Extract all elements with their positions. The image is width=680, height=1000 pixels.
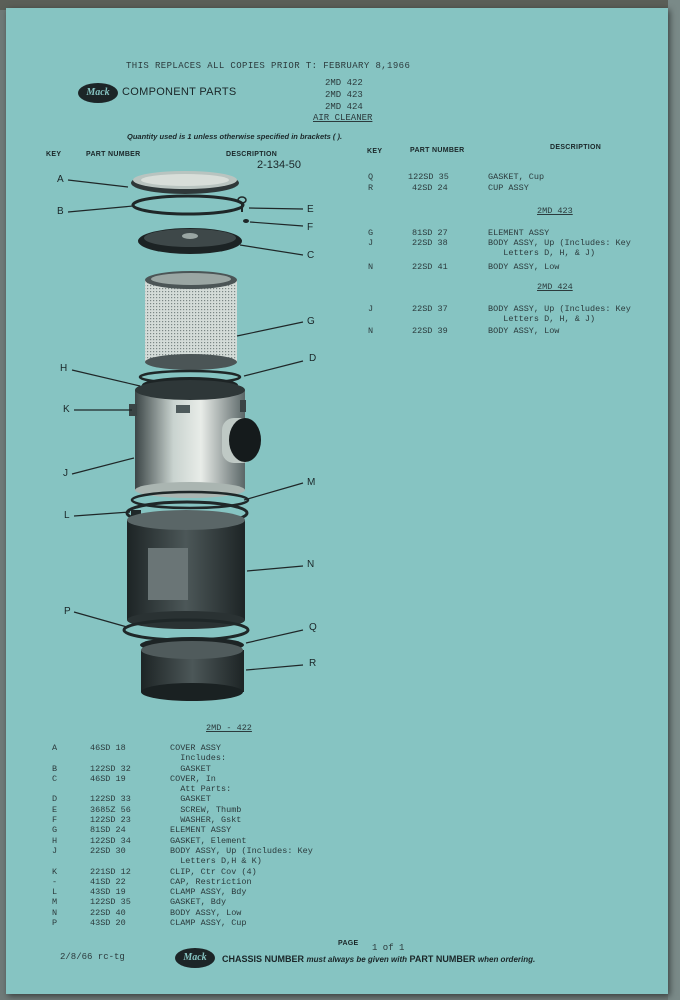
row-424-n-desc: BODY ASSY, Low	[488, 326, 560, 336]
row-key: M	[52, 897, 58, 908]
heading-2md-423: 2MD 423	[537, 206, 573, 216]
date-code: 2/8/66 rc-tg	[60, 952, 125, 962]
quantity-note: Quantity used is 1 unless otherwise specified in brackets ( ).	[127, 132, 343, 141]
cover-assy-part-a	[131, 171, 239, 194]
row-part-number: 122SD 23	[90, 815, 131, 826]
washer-part-f	[243, 219, 249, 223]
right-row-r-part: 42SD 24	[412, 183, 448, 193]
callout-h: H	[60, 363, 68, 374]
heading-2md-422: 2MD - 422	[206, 723, 252, 733]
callout-n: N	[307, 559, 315, 570]
row-key: N	[52, 907, 58, 918]
row-part-number: 43SD 20	[90, 918, 126, 929]
chassis-middle-text: must always be given with	[306, 955, 408, 964]
row-description: ELEMENT ASSY	[170, 825, 232, 836]
callout-b: B	[57, 206, 64, 217]
when-ordering-text: when ordering.	[477, 955, 536, 964]
model-423: 2MD 423	[325, 90, 363, 100]
row-description: GASKET, Element	[170, 835, 247, 846]
row-part-number: 22SD 30	[90, 845, 126, 856]
row-423-g-key: G	[368, 228, 374, 238]
row-description: SCREW, Thumb	[170, 804, 242, 815]
right-row-r-key: R	[368, 183, 374, 193]
row-description: COVER, In	[170, 773, 216, 784]
callout-d: D	[309, 353, 317, 364]
right-part-number-header: PART NUMBER	[410, 147, 465, 154]
part-number-text: PART NUMBER	[409, 954, 476, 964]
row-424-j-part: 22SD 37	[412, 304, 448, 314]
row-part-number: 122SD 32	[90, 763, 131, 774]
figure-number: 2-134-50	[257, 159, 302, 171]
left-part-number-header: PART NUMBER	[86, 151, 141, 158]
row-key: A	[52, 743, 58, 753]
row-description: CLAMP ASSY, Cup	[170, 918, 247, 929]
callout-k: K	[63, 404, 70, 415]
right-row-q-desc: GASKET, Cup	[488, 172, 545, 182]
row-description: CLIP, Ctr Cov (4)	[170, 866, 257, 877]
row-part-number: 41SD 22	[90, 876, 126, 887]
chassis-note	[222, 954, 535, 964]
row-description: CAP, Restriction	[170, 876, 252, 887]
row-part-number: 22SD 40	[90, 907, 126, 918]
right-row-q-key: Q	[368, 172, 374, 182]
model-422: 2MD 422	[325, 78, 363, 88]
row-key: F	[52, 815, 58, 826]
row-424-n-key: N	[368, 326, 374, 336]
row-423-g-desc: ELEMENT ASSY	[488, 228, 550, 238]
row-part-number: 46SD 18	[90, 743, 126, 753]
section-title: COMPONENT PARTS	[122, 86, 237, 98]
mack-logo: Mack	[78, 83, 118, 103]
callout-m: M	[307, 477, 316, 488]
row-key: H	[52, 835, 58, 846]
right-description-header: DESCRIPTION	[550, 144, 602, 151]
chassis-number-text: CHASSIS NUMBER	[222, 954, 305, 964]
row-description: GASKET	[170, 794, 211, 805]
row-423-j-key: J	[368, 238, 374, 248]
row-423-j-part: 22SD 38	[412, 238, 448, 248]
row-description: BODY ASSY, Low	[170, 907, 242, 918]
row-423-j-desc: BODY ASSY, Up (Includes: Key Letters D, H, & J)	[488, 238, 631, 259]
row-424-j-key: J	[368, 304, 374, 314]
callout-p: P	[64, 606, 71, 617]
element-assy-part-g	[145, 271, 237, 370]
row-key: G	[52, 825, 58, 836]
row-part-number: 122SD 33	[90, 794, 131, 805]
row-key: E	[52, 804, 58, 815]
cup-assy-part-r	[141, 641, 244, 701]
row-key: P	[52, 918, 58, 929]
callout-l: L	[64, 510, 70, 521]
row-description: WASHER, Gskt	[170, 815, 242, 826]
row-key: K	[52, 866, 58, 877]
callout-e: E	[307, 204, 314, 215]
right-row-r-desc: CUP ASSY	[488, 183, 529, 193]
row-description: Includes:	[170, 753, 227, 764]
row-423-g-part: 81SD 27	[412, 228, 448, 238]
callout-q: Q	[309, 622, 317, 633]
callout-c: C	[307, 250, 315, 261]
row-part-number: 81SD 24	[90, 825, 126, 836]
page-label: PAGE	[338, 940, 359, 947]
row-description: Att Parts:	[170, 784, 232, 795]
row-key: D	[52, 794, 58, 805]
callout-a: A	[57, 174, 64, 185]
row-part-number: 221SD 12	[90, 866, 131, 877]
row-description: GASKET	[170, 763, 211, 774]
lower-body-part-n	[127, 510, 245, 629]
right-key-header: KEY	[367, 148, 383, 155]
part-group-title: AIR CLEANER	[313, 113, 373, 123]
row-part-number: 122SD 34	[90, 835, 131, 846]
page-value: 1 of 1	[372, 943, 405, 953]
row-description: BODY ASSY, Up (Includes: Key	[170, 845, 313, 856]
row-key: L	[52, 887, 58, 898]
callout-g: G	[307, 316, 315, 327]
callout-j: J	[63, 468, 68, 479]
model-424: 2MD 424	[325, 102, 363, 112]
replacement-notice: THIS REPLACES ALL COPIES PRIOR T: FEBRUARY 8,1966	[126, 61, 411, 71]
row-description: GASKET, Bdy	[170, 897, 227, 908]
row-part-number: 3685Z 56	[90, 804, 131, 815]
row-key: C	[52, 773, 58, 784]
row-key: J	[52, 845, 58, 856]
row-424-n-part: 22SD 39	[412, 326, 448, 336]
left-key-header: KEY	[46, 151, 62, 158]
callout-r: R	[309, 658, 317, 669]
row-423-n-desc: BODY ASSY, Low	[488, 262, 560, 272]
row-424-j-desc: BODY ASSY, Up (Includes: Key Letters D, H, & J)	[488, 304, 631, 325]
row-part-number: 122SD 35	[90, 897, 131, 908]
row-423-n-part: 22SD 41	[412, 262, 448, 272]
left-description-header: DESCRIPTION	[226, 151, 278, 158]
gasket-part-b	[133, 196, 243, 214]
heading-2md-424: 2MD 424	[537, 282, 573, 292]
row-part-number: 43SD 19	[90, 887, 126, 898]
inner-cover-part-c	[138, 228, 242, 254]
callout-f: F	[307, 222, 314, 233]
row-description: COVER ASSY	[170, 743, 222, 753]
row-description: CLAMP ASSY, Bdy	[170, 887, 247, 898]
row-423-n-key: N	[368, 262, 374, 272]
row-description: Letters D,H & K)	[170, 856, 262, 867]
row-key: B	[52, 763, 58, 774]
row-key: -	[52, 876, 58, 887]
upper-body-part-j	[129, 380, 261, 498]
row-part-number: 46SD 19	[90, 773, 126, 784]
right-row-q-part: 122SD 35	[408, 172, 449, 182]
footer-mack-logo: Mack	[175, 948, 215, 968]
